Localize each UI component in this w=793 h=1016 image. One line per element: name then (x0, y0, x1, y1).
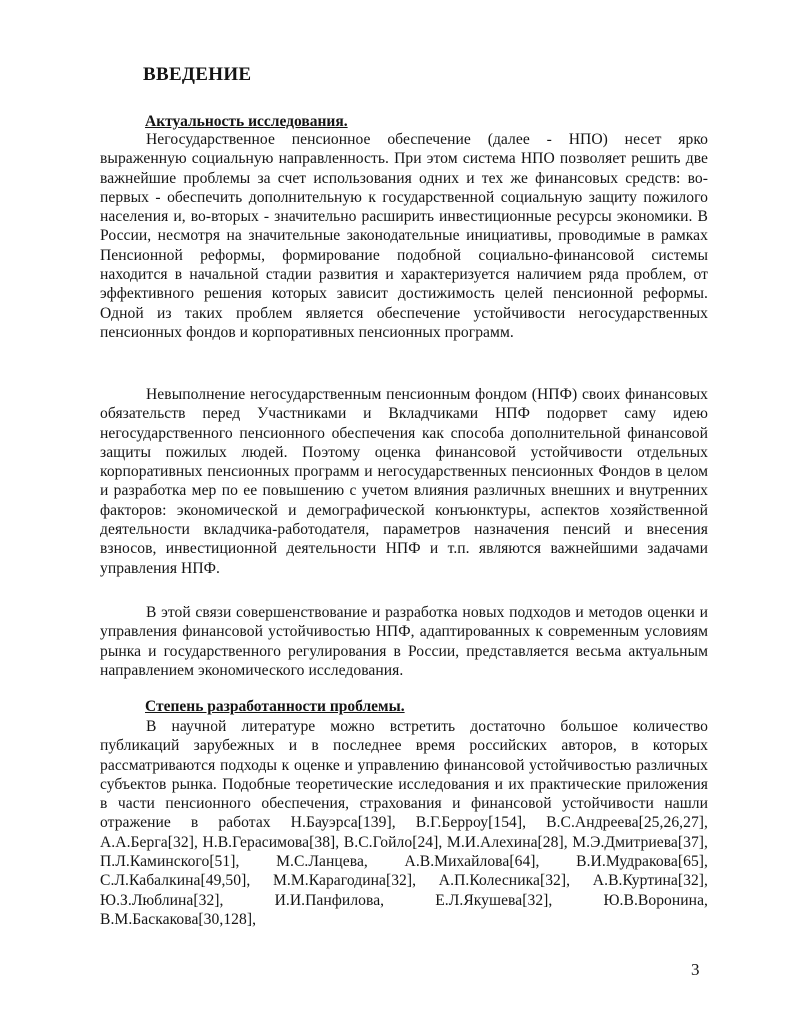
section-heading-relevance: Актуальность исследования. (145, 113, 348, 130)
section-heading-development: Степень разработанности проблемы. (145, 698, 405, 715)
paragraph-relevance-1: Негосударственное пенсионное обеспечение (далее - НПО) несет ярко выраженную социальную направленность. При этом система НПО позволяет решить две важнейшие проблемы за счет использования одних и тех же финансовых средств: во-первых - обеспечить дополнительную к государственной социальную защиту пожилого населения и, во-вторых - значительно расширить инвестиционные ресурсы экономики. В России, несмотря на значительные законодательные инициативы, проводимые в рамках Пенсионной реформы, формирование подобной социально-финансовой системы находится в начальной стадии развития и характеризуется наличием ряда проблем, от эффективного решения которых зависит достижимость целей пенсионной реформы. Одной из таких проблем является обеспечение устойчивости негосударственных пенсионных фондов и корпоративных пенсионных программ. (100, 131, 708, 341)
paragraph-development-1: В научной литературе можно встретить достаточно большое количество публикаций зарубежных и в последнее время российских авторов, в которых рассматриваются подходы к оценке и управлению финансовой устойчивостью различных субъектов рынка. Подобные теоретические исследования и их практические приложения в части пенсионного обеспечения, страхования и финансовой устойчивости нашли отражение в работах Н.Бауэрса[139], В.Г.Берроу[154], В.С.Андреева[25,26,27], А.А.Берга[32], Н.В.Герасимова[38], В.С.Гойло[24], М.И.Алехина[28], М.Э.Дмитриева[37], П.Л.Каминского[51], М.С.Ланцева, А.В.Михайлова[64], В.И.Мудракова[65], С.Л.Кабалкина[49,50], М.М.Карагодина[32], А.П.Колесника[32], А.В.Куртина[32], Ю.З.Люблина[32], И.И.Панфилова, Е.Л.Якушева[32], Ю.В.Воронина, В.М.Баскакова[30,128], (100, 718, 708, 928)
page-number: 3 (691, 960, 700, 979)
page-title: ВВЕДЕНИЕ (143, 64, 252, 85)
paragraph-relevance-3: В этой связи совершенствование и разработка новых подходов и методов оценки и управления финансовой устойчивостью НПФ, адаптированных к современным условиям рынка и государственного регулирования в России, представляется весьма актуальным направлением экономического исследования. (100, 604, 708, 679)
paragraph-relevance-2: Невыполнение негосударственным пенсионным фондом (НПФ) своих финансовых обязательств перед Участниками и Вкладчиками НПФ подорвет саму идею негосударственного пенсионного обеспечения как способа дополнительной финансовой защиты пожилых людей. Поэтому оценка финансовой устойчивости отдельных корпоративных пенсионных программ и негосударственных пенсионных Фондов в целом и разработка мер по ее повышению с учетом влияния различных внешних и внутренних факторов: экономической и демографической конъюнктуры, аспектов хозяйственной деятельности вкладчика-работодателя, параметров назначения пенсий и внесения взносов, инвестиционной деятельности НПФ и т.п. являются важнейшими задачами управления НПФ. (100, 386, 708, 577)
